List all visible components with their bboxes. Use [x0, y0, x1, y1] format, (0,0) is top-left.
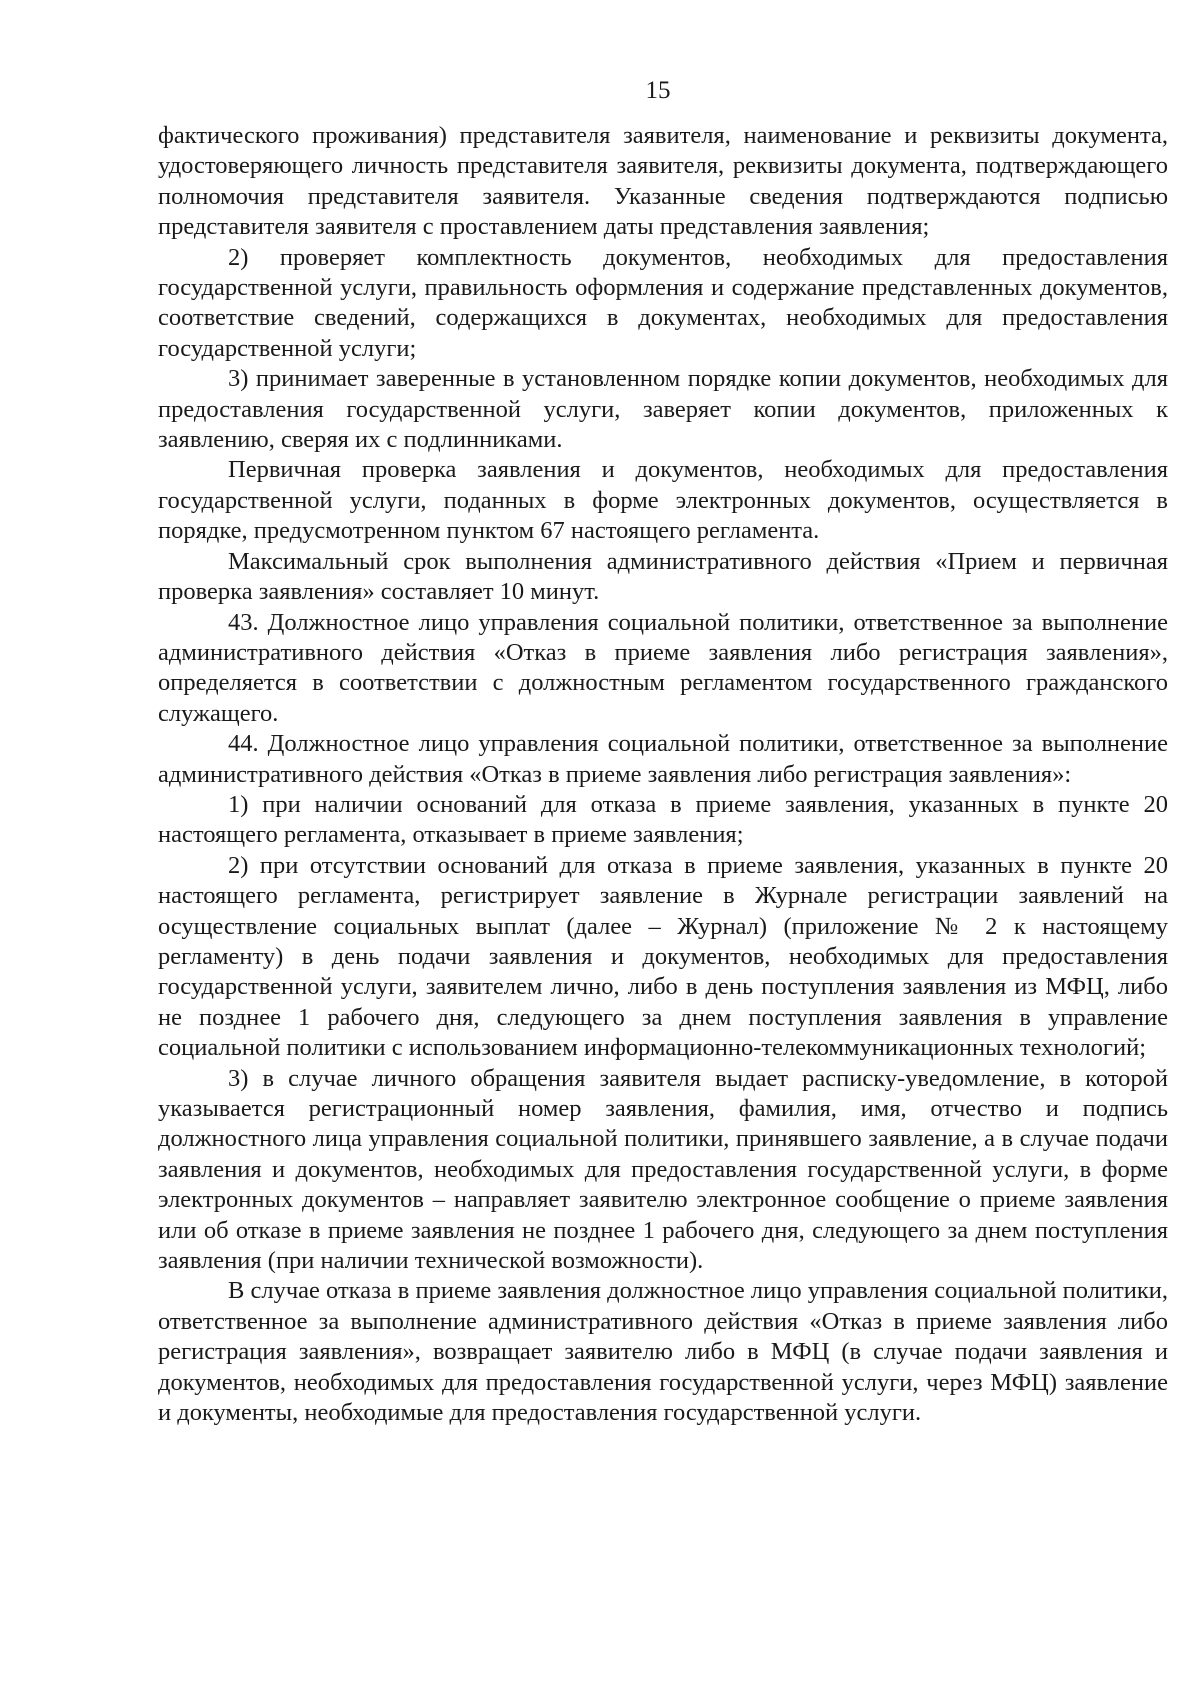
paragraph-max-duration: Максимальный срок выполнения административного действия «Прием и первичная проверка заявления» составляет 10 минут.	[158, 547, 1168, 606]
paragraph-43: 43. Должностное лицо управления социальной политики, ответственное за выполнение административного действия «Отказ в приеме заявления либо регистрация заявления», определяется в соответствии с должностным регламентом государственного гражданского служащего.	[158, 608, 1168, 727]
paragraph-44-item-1: 1) при наличии оснований для отказа в приеме заявления, указанных в пункте 20 настоящего регламента, отказывает в приеме заявления;	[158, 790, 1168, 849]
paragraph-44: 44. Должностное лицо управления социальной политики, ответственное за выполнение административного действия «Отказ в приеме заявления либо регистрация заявления»:	[158, 730, 1168, 788]
paragraph-initial-check: Первичная проверка заявления и документов, необходимых для предоставления государственной услуги, поданных в форме электронных документов, осуществляется в порядке, предусмотренном пунктом 67 настоящего регламента.	[158, 456, 1168, 545]
paragraph-continuation: фактического проживания) представителя заявителя, наименование и реквизиты документа, удостоверяющего личность представителя заявителя, реквизиты документа, подтверждающего полномочия представителя заявителя. Указанные сведения подтверждаются подписью представителя заявителя с проставлением даты представления заявления;	[158, 122, 1168, 241]
paragraph-44-item-2: 2) при отсутствии оснований для отказа в приеме заявления, указанных в пункте 20 настоящего регламента, регистрирует заявление в Журнале регистрации заявлений на осуществление социальных выплат (далее – Журнал) (приложение № 2 к настоящему регламенту) в день подачи заявления и документов, необходимых для предоставления государственной услуги, заявителем лично, либо в день поступления заявления из МФЦ, либо не позднее 1 рабочего дня, следующего за днем поступления заявления в управление социальной политики с использованием информационно-телекоммуникационных технологий;	[158, 851, 1168, 1062]
paragraph-refusal: В случае отказа в приеме заявления должностное лицо управления социальной политики, ответственное за выполнение административного действия «Отказ в приеме заявления либо регистрация заявления», возвращает заявителю либо в МФЦ (в случае подачи заявления и документов, необходимых для предоставления государственной услуги, через МФЦ) заявление и документы, необходимые для предоставления государственной услуги.	[158, 1277, 1168, 1427]
page-number: 15	[645, 77, 671, 104]
paragraph-44-item-3: 3) в случае личного обращения заявителя выдает расписку-уведомление, в которой указывается регистрационный номер заявления, фамилия, имя, отчество и подпись должностного лица управления социальной политики, принявшего заявление, а в случае подачи заявления и документов, необходимых для предоставления государственной услуги, в форме электронных документов – направляет заявителю электронное сообщение о приеме заявления или об отказе в приеме заявления не позднее 1 рабочего дня, следующего за днем поступления заявления (при наличии технической возможности).	[158, 1064, 1168, 1275]
document-body	[158, 121, 1168, 1428]
paragraph-item-2: 2) проверяет комплектность документов, необходимых для предоставления государственной услуги, правильность оформления и содержание представленных документов, соответствие сведений, содержащихся в документах, необходимых для предоставления государственной услуги;	[158, 243, 1168, 362]
paragraph-item-3: 3) принимает заверенные в установленном порядке копии документов, необходимых для предоставления государственной услуги, заверяет копии документов, приложенных к заявлению, сверяя их с подлинниками.	[158, 365, 1168, 454]
